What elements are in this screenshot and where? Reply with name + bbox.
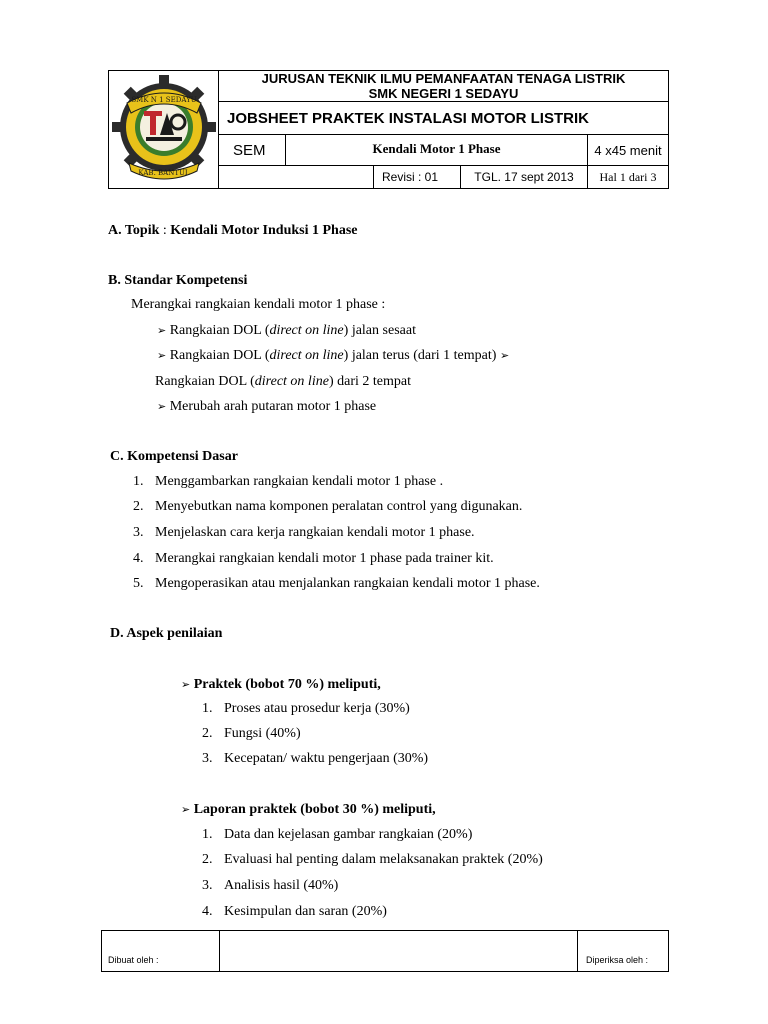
list-item (202, 903, 387, 921)
arrow-bullet-icon: ➢ (181, 678, 191, 691)
item-3-em: direct on line (254, 374, 329, 389)
list-number: 4. (133, 551, 144, 566)
item-1-em: direct on line (269, 323, 344, 338)
item-3-post: ) dari 2 tempat (328, 374, 411, 389)
list-item (202, 851, 543, 869)
department-line-1: JURUSAN TEKNIK ILMU PEMANFAATAN TENAGA LISTRIK (261, 71, 626, 86)
list-text: Proses atau prosedur kerja (30%) (224, 701, 410, 716)
list-item (202, 826, 472, 844)
list-text: Menyebutkan nama komponen peralatan control yang digunakan. (155, 499, 523, 514)
list-item (202, 877, 338, 895)
list-text: Menjelaskan cara kerja rangkaian kendali motor 1 phase. (155, 525, 475, 540)
blank-cell (219, 166, 374, 188)
arrow-bullet-icon: ➢ (157, 349, 167, 362)
item-1-post: ) jalan sesaat (343, 323, 416, 338)
list-item (133, 575, 540, 593)
laporan-heading-text: Laporan praktek (bobot 30 %) meliputi, (193, 802, 436, 817)
jobsheet-header-table (108, 70, 669, 189)
list-item (133, 473, 443, 491)
section-b-item-2 (157, 347, 509, 365)
list-text: Mengoperasikan atau menjalankan rangkaian kendali motor 1 phase. (155, 576, 540, 591)
subject-title: Kendali Motor 1 Phase (286, 135, 588, 166)
section-b-heading: B. Standar Kompetensi (108, 273, 248, 288)
arrow-bullet-icon: ➢ (181, 803, 191, 816)
praktek-heading-text: Praktek (bobot 70 %) meliputi, (193, 677, 381, 692)
list-number: 3. (133, 525, 144, 540)
made-by-label: Dibuat oleh : (102, 931, 220, 971)
arrow-bullet-icon: ➢ (157, 400, 167, 413)
list-text: Data dan kejelasan gambar rangkaian (20%) (224, 827, 473, 842)
sem-label: SEM (219, 135, 286, 166)
signature-blank-cell (220, 931, 578, 971)
list-text: Evaluasi hal penting dalam melaksanakan praktek (20%) (224, 852, 543, 867)
list-number: 1. (202, 701, 213, 716)
section-b-item-3 (155, 373, 411, 391)
item-1-pre: Rangkaian DOL ( (169, 323, 270, 338)
item-2-em: direct on line (269, 348, 344, 363)
section-b-item-1 (157, 322, 416, 340)
list-number: 2. (202, 852, 213, 867)
logo-bottom-text: KAB. BANTUL (138, 169, 190, 177)
list-number: 3. (202, 751, 213, 766)
list-number: 3. (202, 878, 213, 893)
department-title (219, 71, 668, 102)
section-a-label: A. Topik (108, 223, 160, 238)
item-4-text: Merubah arah putaran motor 1 phase (169, 399, 377, 414)
section-d-heading: D. Aspek penilaian (110, 626, 223, 641)
duration-label: 4 x45 menit (588, 135, 668, 166)
list-text: Fungsi (40%) (224, 726, 301, 741)
arrow-bullet-icon: ➢ (157, 324, 167, 337)
school-logo (109, 71, 219, 188)
department-line-2: SMK NEGERI 1 SEDAYU (368, 86, 519, 101)
list-item (133, 550, 494, 568)
section-c-heading: C. Kompetensi Dasar (110, 449, 238, 464)
item-2-pre: Rangkaian DOL ( (169, 348, 270, 363)
list-number: 2. (133, 499, 144, 514)
list-item (133, 524, 475, 542)
item-3-pre: Rangkaian DOL ( (155, 374, 255, 389)
list-number: 1. (133, 474, 144, 489)
list-item (202, 750, 428, 768)
date-label: TGL. 17 sept 2013 (461, 166, 588, 188)
revision-label: Revisi : 01 (374, 166, 461, 188)
section-a-topik (108, 222, 358, 240)
list-text: Analisis hasil (40%) (224, 878, 339, 893)
list-number: 5. (133, 576, 144, 591)
section-a-text: Kendali Motor Induksi 1 Phase (170, 223, 358, 238)
checked-by-label: Diperiksa oleh : (586, 955, 649, 965)
section-a-sep: : (159, 223, 171, 238)
list-text: Merangkai rangkaian kendali motor 1 phase pada trainer kit. (155, 551, 494, 566)
list-text: Kesimpulan dan saran (20%) (224, 904, 387, 919)
school-logo-cell (109, 71, 219, 188)
logo-top-text: SMK N 1 SEDAYU (131, 96, 197, 104)
list-item (202, 700, 410, 718)
praktek-heading (181, 676, 381, 694)
laporan-heading (181, 801, 436, 819)
section-b-intro: Merangkai rangkaian kendali motor 1 phase : (131, 297, 386, 312)
list-text: Kecepatan/ waktu pengerjaan (30%) (224, 751, 429, 766)
arrow-bullet-icon: ➢ (499, 349, 510, 362)
section-b-item-4 (157, 398, 376, 416)
list-item (202, 725, 301, 743)
list-number: 2. (202, 726, 213, 741)
item-2-post: ) jalan terus (dari 1 tempat) (343, 348, 497, 363)
list-item (133, 498, 522, 516)
list-number: 1. (202, 827, 213, 842)
signature-footer-table (101, 930, 669, 972)
list-text: Menggambarkan rangkaian kendali motor 1 phase . (155, 474, 444, 489)
page-label: Hal 1 dari 3 (599, 170, 657, 184)
jobsheet-title: JOBSHEET PRAKTEK INSTALASI MOTOR LISTRIK (219, 102, 668, 135)
list-number: 4. (202, 904, 213, 919)
